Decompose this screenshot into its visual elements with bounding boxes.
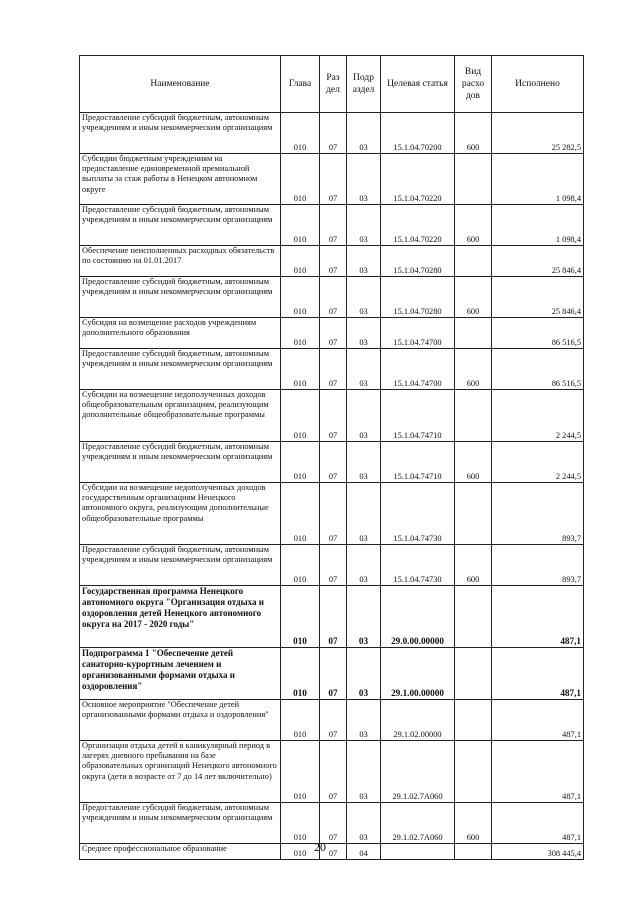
row-target: 15.1.04.70280 — [381, 246, 455, 277]
row-podrazdel: 03 — [347, 154, 381, 205]
header-podrazdel: Подр аздел — [347, 56, 381, 113]
row-glava: 010 — [281, 113, 320, 154]
table-row — [80, 741, 584, 803]
row-name: Субсидии на возмещение недополученных доходов общеобразовательным организациям, реализующим дополнительные общеобразовательные программы — [80, 390, 281, 442]
table-row — [80, 442, 584, 483]
row-glava: 010 — [281, 844, 320, 860]
row-razdel: 07 — [320, 483, 347, 545]
row-target: 15.1.04.70220 — [381, 154, 455, 205]
row-podrazdel: 03 — [347, 205, 381, 246]
header-target: Целевая статья — [381, 56, 455, 113]
row-vid — [455, 483, 492, 545]
row-podrazdel: 03 — [347, 700, 381, 741]
row-target: 29.1.02.00000 — [381, 700, 455, 741]
row-glava: 010 — [281, 741, 320, 803]
row-name: Организация отдыха детей в каникулярный период в лагерях дневного пребывания на базе образовательных организаций Ненецкого автономного округа (дети в возрасте от 7 до 14 лет включительно) — [80, 741, 281, 803]
row-glava: 010 — [281, 205, 320, 246]
row-name: Субсидия на возмещение расходов учреждениям дополнительного образования — [80, 318, 281, 349]
row-name: Обеспечение неисполненных расходных обязательств по состоянию на 01.01.2017 — [80, 246, 281, 277]
row-podrazdel: 03 — [347, 442, 381, 483]
row-vid: 600 — [455, 205, 492, 246]
row-glava: 010 — [281, 586, 320, 648]
row-amount: 487,1 — [492, 741, 584, 803]
header-name: Наименование — [80, 56, 281, 113]
row-target: 29.1.02.7А060 — [381, 803, 455, 844]
row-glava: 010 — [281, 318, 320, 349]
row-razdel: 07 — [320, 205, 347, 246]
row-name: Предоставление субсидий бюджетным, автономным учреждениям и иным некоммерческим организациям — [80, 277, 281, 318]
row-vid — [455, 648, 492, 700]
row-amount: 86 516,5 — [492, 318, 584, 349]
row-podrazdel: 03 — [347, 318, 381, 349]
row-vid: 600 — [455, 113, 492, 154]
row-glava: 010 — [281, 648, 320, 700]
row-name: Предоставление субсидий бюджетным, автономным учреждениям и иным некоммерческим организациям — [80, 113, 281, 154]
row-amount: 487,1 — [492, 803, 584, 844]
table-row — [80, 277, 584, 318]
row-target: 29.0.00.00000 — [381, 586, 455, 648]
row-razdel: 07 — [320, 246, 347, 277]
row-vid: 600 — [455, 277, 492, 318]
row-podrazdel: 03 — [347, 741, 381, 803]
row-target: 29.1.00.00000 — [381, 648, 455, 700]
row-glava: 010 — [281, 700, 320, 741]
row-name: Предоставление субсидий бюджетным, автономным учреждениям и иным некоммерческим организациям — [80, 349, 281, 390]
row-razdel: 07 — [320, 648, 347, 700]
row-vid: 600 — [455, 803, 492, 844]
header-amount: Исполнено — [492, 56, 584, 113]
row-vid: 600 — [455, 349, 492, 390]
row-podrazdel: 03 — [347, 483, 381, 545]
row-glava: 010 — [281, 246, 320, 277]
row-target: 15.1.04.70220 — [381, 205, 455, 246]
row-amount: 893,7 — [492, 545, 584, 586]
row-podrazdel: 03 — [347, 648, 381, 700]
row-razdel: 07 — [320, 277, 347, 318]
row-target: 15.1.04.74710 — [381, 390, 455, 442]
row-podrazdel: 03 — [347, 545, 381, 586]
row-vid — [455, 246, 492, 277]
row-amount: 308 445,4 — [492, 844, 584, 860]
row-target: 15.1.04.74700 — [381, 318, 455, 349]
row-razdel: 07 — [320, 545, 347, 586]
table-row — [80, 483, 584, 545]
row-glava: 010 — [281, 390, 320, 442]
row-razdel: 07 — [320, 803, 347, 844]
row-vid — [455, 318, 492, 349]
row-name: Предоставление субсидий бюджетным, автономным учреждениям и иным некоммерческим организациям — [80, 442, 281, 483]
table-row — [80, 349, 584, 390]
row-podrazdel: 03 — [347, 246, 381, 277]
row-amount: 1 098,4 — [492, 154, 584, 205]
row-glava: 010 — [281, 277, 320, 318]
row-amount: 2 244,5 — [492, 390, 584, 442]
row-podrazdel: 03 — [347, 349, 381, 390]
budget-table — [79, 55, 584, 860]
header-razdel: Раз дел — [320, 56, 347, 113]
row-vid — [455, 390, 492, 442]
row-target: 15.1.04.70280 — [381, 277, 455, 318]
row-razdel: 07 — [320, 390, 347, 442]
table-row — [80, 586, 584, 648]
row-podrazdel: 03 — [347, 277, 381, 318]
row-name: Подпрограмма 1 "Обеспечение детей санаторно-курортным лечением и организованными формами отдыха и оздоровления" — [80, 648, 281, 700]
row-glava: 010 — [281, 803, 320, 844]
row-amount: 487,1 — [492, 586, 584, 648]
row-name: Основное мероприятие "Обеспечение детей организованными формами отдыха и оздоровления" — [80, 700, 281, 741]
row-razdel: 07 — [320, 349, 347, 390]
row-target: 29.1.02.7А060 — [381, 741, 455, 803]
table-row — [80, 700, 584, 741]
row-podrazdel: 03 — [347, 803, 381, 844]
row-amount: 893,7 — [492, 483, 584, 545]
row-amount: 487,1 — [492, 700, 584, 741]
table-row — [80, 205, 584, 246]
row-name: Субсидии на возмещение недополученных доходов государственным организациям Ненецкого автономного округа, реализующим дополнительные общеобразовательные программы — [80, 483, 281, 545]
row-razdel: 07 — [320, 844, 347, 860]
table-row — [80, 545, 584, 586]
row-glava: 010 — [281, 154, 320, 205]
row-razdel: 07 — [320, 586, 347, 648]
table-row — [80, 648, 584, 700]
row-target: 15.1.04.70200 — [381, 113, 455, 154]
header-glava: Глава — [281, 56, 320, 113]
row-target: 15.1.04.74710 — [381, 442, 455, 483]
row-name: Среднее профессиональное образование — [80, 844, 281, 860]
row-amount: 25 282,5 — [492, 113, 584, 154]
row-razdel: 07 — [320, 700, 347, 741]
row-amount: 25 846,4 — [492, 246, 584, 277]
row-razdel: 07 — [320, 318, 347, 349]
row-vid — [455, 700, 492, 741]
row-amount: 25 846,4 — [492, 277, 584, 318]
row-podrazdel: 03 — [347, 113, 381, 154]
row-amount: 86 516,5 — [492, 349, 584, 390]
table-row — [80, 154, 584, 205]
row-name: Предоставление субсидий бюджетным, автономным учреждениям и иным некоммерческим организациям — [80, 803, 281, 844]
table-header-row — [80, 56, 584, 113]
table-row — [80, 113, 584, 154]
row-vid — [455, 741, 492, 803]
row-amount: 1 098,4 — [492, 205, 584, 246]
row-razdel: 07 — [320, 442, 347, 483]
row-name: Предоставление субсидий бюджетным, автономным учреждениям и иным некоммерческим организациям — [80, 205, 281, 246]
row-podrazdel: 03 — [347, 390, 381, 442]
row-glava: 010 — [281, 483, 320, 545]
header-vid: Вид расхо дов — [455, 56, 492, 113]
table-row — [80, 246, 584, 277]
row-target: 15.1.04.74700 — [381, 349, 455, 390]
row-glava: 010 — [281, 442, 320, 483]
row-podrazdel: 03 — [347, 586, 381, 648]
row-amount: 487,1 — [492, 648, 584, 700]
table-row — [80, 318, 584, 349]
page-number: 20 — [314, 840, 326, 854]
row-glava: 010 — [281, 349, 320, 390]
row-razdel: 07 — [320, 113, 347, 154]
row-name: Субсидии бюджетным учреждениям на предоставление единовременной премиальной выплаты за стаж работы в Ненецком автономном округе — [80, 154, 281, 205]
row-target: 15.1.04.74730 — [381, 483, 455, 545]
row-vid — [455, 586, 492, 648]
row-vid — [455, 154, 492, 205]
row-razdel: 07 — [320, 741, 347, 803]
row-vid: 600 — [455, 545, 492, 586]
row-vid: 600 — [455, 442, 492, 483]
row-name: Предоставление субсидий бюджетным, автономным учреждениям и иным некоммерческим организациям — [80, 545, 281, 586]
row-name: Государственная программа Ненецкого автономного округа "Организация отдыха и оздоровления детей Ненецкого автономного округа на 2017 - 2020 годы" — [80, 586, 281, 648]
row-target: 15.1.04.74730 — [381, 545, 455, 586]
row-glava: 010 — [281, 545, 320, 586]
table-row — [80, 803, 584, 844]
row-podrazdel: 04 — [347, 844, 381, 860]
row-amount: 2 244,5 — [492, 442, 584, 483]
row-razdel: 07 — [320, 154, 347, 205]
table-row — [80, 390, 584, 442]
